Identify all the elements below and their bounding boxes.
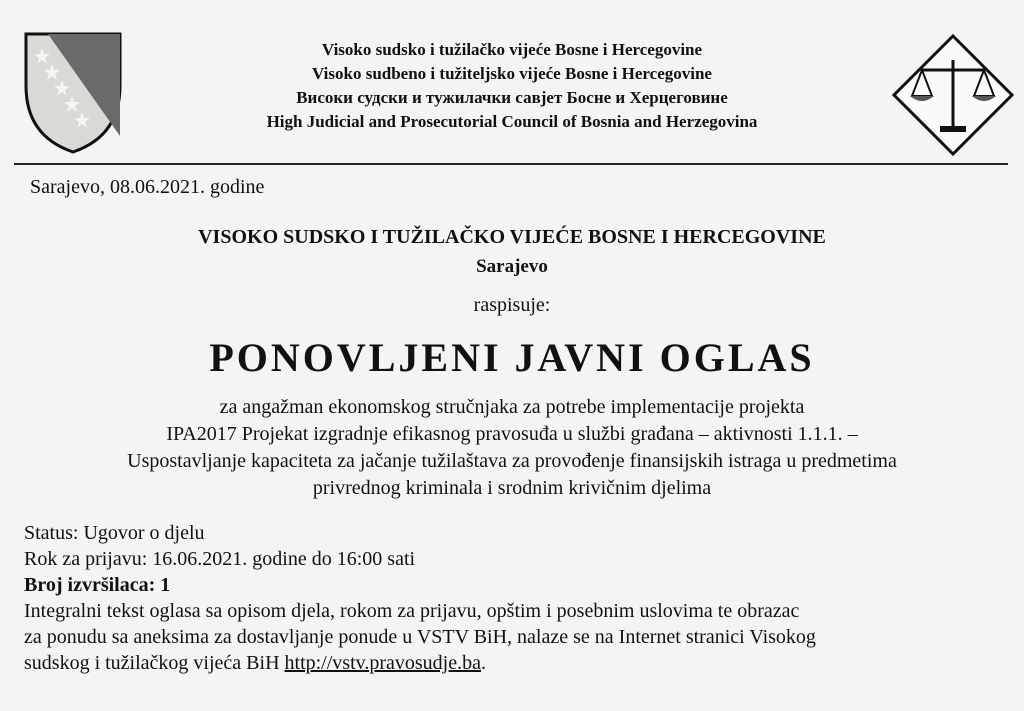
- paragraph-last-line: [24, 650, 1014, 676]
- paragraph-line-text: sudskog i tužilačkog vijeća BiH: [24, 652, 285, 674]
- engagement-description: [20, 394, 1004, 502]
- description-line: za angažman ekonomskog stručnjaka za potrebe implementacije projekta: [219, 396, 805, 418]
- announcement-details: [24, 520, 1014, 676]
- announces-text: raspisuje:: [473, 294, 551, 316]
- header-line-english: High Judicial and Prosecutorial Council of Bosnia and Herzegovina: [266, 112, 758, 131]
- paragraph-line: za ponudu sa aneksima za dostavljanje ponude u VSTV BiH, nalaze se na Internet stranici Visokog: [24, 626, 816, 648]
- description-line: privrednog kriminala i srodnim krivičnim djelima: [312, 477, 712, 499]
- description-line: Uspostavljanje kapaciteta za jačanje tužilaštava za provođenje finansijskih istraga u predmetima: [127, 450, 897, 472]
- council-name-lines: [152, 38, 872, 134]
- full-text-paragraph: [24, 598, 1014, 676]
- description-line: IPA2017 Projekat izgradnje efikasnog pravosuđa u službi građana – aktivnosti 1.1.1. –: [166, 423, 858, 445]
- announcement-title: PONOVLJENI JAVNI OGLAS: [209, 335, 815, 380]
- organization-name: VISOKO SUDSKO I TUŽILAČKO VIJEĆE BOSNE I HERCEGOVINE: [198, 226, 826, 248]
- header-divider: [14, 163, 1008, 165]
- paragraph-line: Integralni tekst oglasa sa opisom djela, rokom za prijavu, opštim i posebnim uslovima te obrazac: [24, 600, 800, 622]
- paragraph-period: .: [480, 652, 486, 674]
- status-line: Status: Ugovor o djelu: [24, 522, 205, 544]
- city-name: Sarajevo: [476, 256, 548, 277]
- website-link[interactable]: http://vstv.pravosudje.ba: [284, 652, 481, 674]
- header-line-bosnian: Visoko sudsko i tužilačko vijeće Bosne i Hercegovine: [321, 40, 703, 59]
- letterhead: [12, 20, 1012, 160]
- executors-line: Broj izvršilaca: 1: [24, 574, 171, 596]
- header-line-serbian: Високи судски и тужилачки савјет Босне и Херцеговине: [296, 88, 728, 107]
- scales-of-justice-icon: [890, 32, 1016, 158]
- deadline-line: Rok za prijavu: 16.06.2021. godine do 16:00 sati: [24, 548, 416, 570]
- coat-of-arms-icon: [18, 26, 128, 156]
- header-line-croatian: Visoko sudbeno i tužiteljsko vijeće Bosne i Hercegovine: [312, 64, 712, 83]
- date-line: Sarajevo, 08.06.2021. godine: [30, 176, 265, 198]
